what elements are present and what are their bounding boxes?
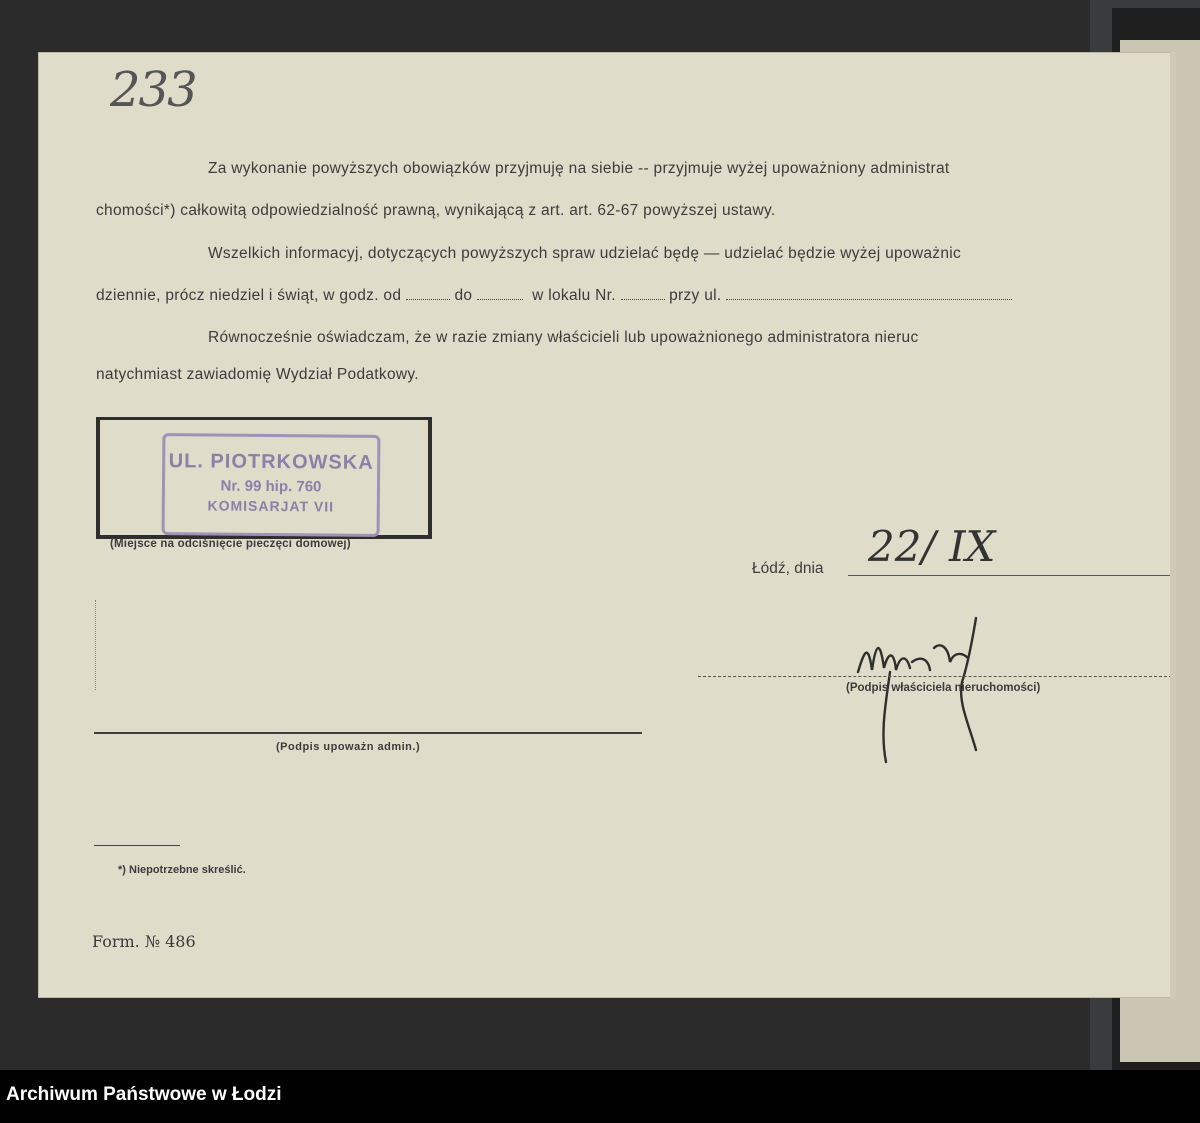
hours-from-field <box>406 287 450 300</box>
paragraph-line-4 <box>96 287 1012 305</box>
archive-footer <box>0 1070 1200 1123</box>
hours-to-field <box>477 287 523 300</box>
paragraph-line-1: Za wykonanie powyższych obowiązków przyjmuję na siebie -- przyjmuje wyżej upoważniony administrat <box>208 160 950 177</box>
footnote-rule <box>94 845 180 846</box>
handwritten-number: 233 <box>110 62 196 118</box>
form-number: Form. № 486 <box>92 932 196 951</box>
hours-label: dziennie, prócz niedziel i świąt, w godz. od <box>96 287 402 304</box>
paragraph-line-3: Wszelkich informacyj, dotyczących powyższych spraw udzielać będę — udzielać będzie wyżej upoważnic <box>208 245 962 262</box>
admin-signature-line <box>94 732 642 734</box>
premises-label: w lokalu Nr. <box>532 287 616 304</box>
margin-line <box>95 600 96 690</box>
document-page <box>38 52 1172 998</box>
stamp-commissariat: KOMISARJAT VII <box>207 497 335 515</box>
archive-label: Archiwum Państwowe w Łodzi <box>6 1084 282 1105</box>
paragraph-line-5: Równocześnie oświadczam, że w razie zmiany właścicieli lub upoważnionego administratora nieruc <box>208 329 919 346</box>
paragraph-line-6: natychmiast zawiadomię Wydział Podatkowy. <box>96 366 419 383</box>
stamp-number: Nr. 99 hip. 760 <box>220 477 322 496</box>
paper-edge <box>1170 52 1176 998</box>
stamp-caption: (Miejsce na odciśnięcie pieczęci domowej) <box>110 538 351 550</box>
premises-number-field <box>621 287 665 300</box>
handwritten-date: 22/ IX <box>868 522 996 571</box>
owner-signature-line <box>698 676 1172 677</box>
owner-signature-caption: (Podpis właściciela nieruchomości) <box>846 682 1041 694</box>
house-stamp <box>162 433 381 537</box>
street-label: przy ul. <box>669 287 722 304</box>
street-field <box>726 287 1012 300</box>
date-line <box>848 575 1172 576</box>
stamp-street: UL. PIOTRKOWSKA <box>168 450 374 474</box>
hours-to-label: do <box>454 287 473 304</box>
admin-signature-caption: (Podpis upoważn admin.) <box>276 741 421 753</box>
footnote: *) Niepotrzebne skreślić. <box>118 864 246 876</box>
date-label: Łódź, dnia <box>752 560 824 577</box>
paragraph-line-2: chomości*) całkowitą odpowiedzialność prawną, wynikającą z art. art. 62-67 powyższej ustawy. <box>96 202 776 219</box>
